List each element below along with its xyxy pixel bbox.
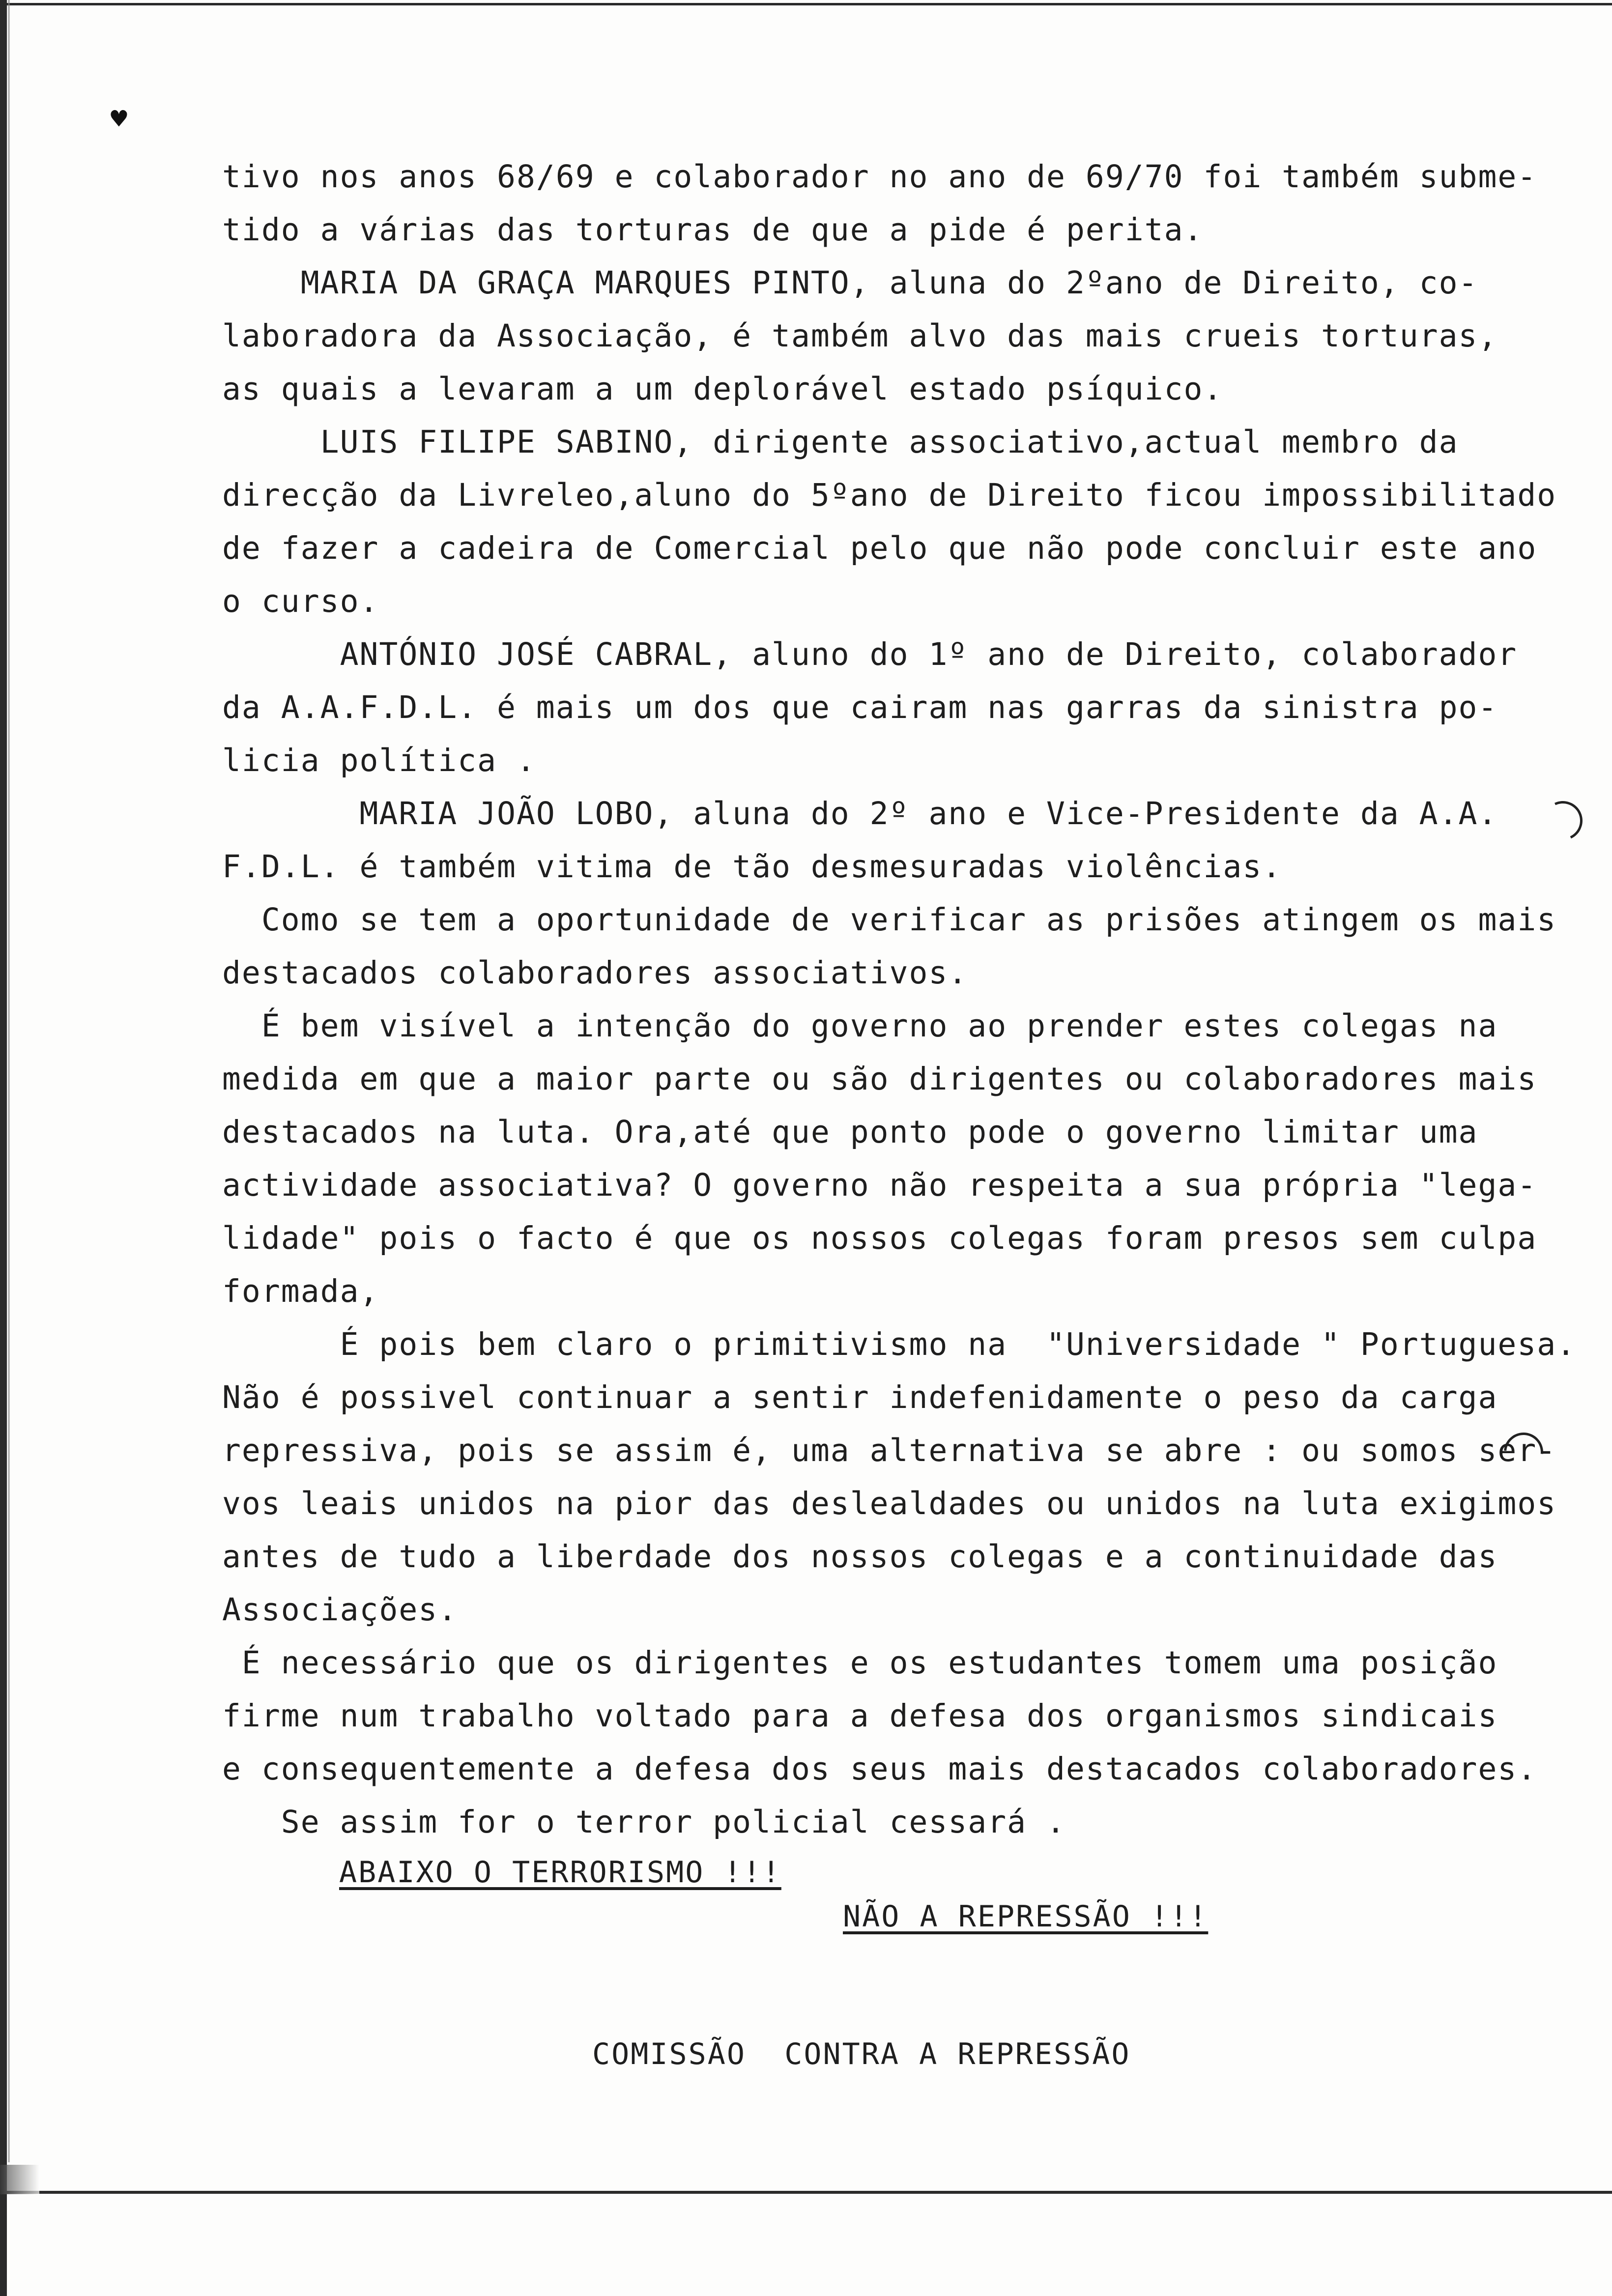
text-line: LUIS FILIPE SABINO, dirigente associativo,actual membro da	[222, 424, 1459, 460]
text-line: F.D.L. é também vitima de tão desmesuradas violências.	[222, 849, 1282, 885]
text-line: medida em que a maior parte ou são dirigentes ou colaboradores mais	[222, 1061, 1537, 1097]
text-line: Como se tem a oportunidade de verificar as prisões atingem os mais	[222, 902, 1557, 938]
text-line: Não é possivel continuar a sentir indefenidamente o peso da carga	[222, 1379, 1498, 1415]
text-line: Se assim for o terror policial cessará .	[222, 1804, 1066, 1840]
text-line: É pois bem claro o primitivismo na "Universidade " Portuguesa.	[222, 1326, 1577, 1362]
text-line: É bem visível a intenção do governo ao prender estes colegas na	[222, 1008, 1498, 1044]
text-line: laboradora da Associação, é também alvo das mais crueis torturas,	[222, 318, 1498, 354]
ink-mark-icon: ♥	[111, 103, 127, 135]
slogan-nao-a-repressao: NÃO A REPRESSÃO !!!	[843, 1899, 1209, 1934]
text-line: formada,	[222, 1273, 379, 1309]
scan-edge-left-shadow	[8, 0, 10, 2162]
text-line: destacados colaboradores associativos.	[222, 955, 968, 991]
text-line: MARIA JOÃO LOBO, aluna do 2º ano e Vice-Presidente da A.A.	[222, 796, 1498, 832]
text-line: destacados na luta. Ora,até que ponto pode o governo limitar uma	[222, 1114, 1478, 1150]
text-line: lidade" pois o facto é que os nossos colegas foram presos sem culpa	[222, 1220, 1537, 1256]
text-line: Associações.	[222, 1592, 458, 1628]
text-line: MARIA DA GRAÇA MARQUES PINTO, aluna do 2ºano de Direito, co-	[222, 265, 1478, 301]
text-line: tido a várias das torturas de que a pide é perita.	[222, 212, 1204, 248]
text-line: firme num trabalho voltado para a defesa dos organismos sindicais	[222, 1698, 1498, 1734]
text-line: antes de tudo a liberdade dos nossos colegas e a continuidade das	[222, 1539, 1498, 1575]
signature: COMISSÃO CONTRA A REPRESSÃO	[592, 2037, 1131, 2071]
text-line: repressiva, pois se assim é, uma alternativa se abre : ou somos ser-	[222, 1433, 1557, 1468]
scan-corner-shadow	[0, 2165, 39, 2194]
text-line: de fazer a cadeira de Comercial pelo que não pode concluir este ano	[222, 530, 1537, 566]
text-line: o curso.	[222, 583, 379, 619]
text-line: ANTÓNIO JOSÉ CABRAL, aluno do 1º ano de Direito, colaborador	[222, 636, 1518, 672]
text-line: as quais a levaram a um deplorável estado psíquico.	[222, 371, 1223, 407]
text-line: e consequentemente a defesa dos seus mais destacados colaboradores.	[222, 1751, 1537, 1787]
text-line: É necessário que os dirigentes e os estudantes tomem uma posição	[222, 1645, 1498, 1681]
scan-edge-bottom	[0, 2191, 1612, 2194]
text-line: vos leais unidos na pior das deslealdades ou unidos na luta exigimos	[222, 1486, 1557, 1521]
text-line: direcção da Livreleo,aluno do 5ºano de Direito ficou impossibilitado	[222, 477, 1557, 513]
scan-edge-left	[0, 0, 7, 2296]
text-line: tivo nos anos 68/69 e colaborador no ano de 69/70 foi também subme-	[222, 159, 1537, 195]
margin-curl-mark-icon	[1538, 796, 1588, 846]
text-line: licia política .	[222, 743, 536, 778]
text-line: da A.A.F.D.L. é mais um dos que cairam nas garras da sinistra po-	[222, 689, 1498, 725]
slogan-abaixo-o-terrorismo: ABAIXO O TERRORISMO !!!	[339, 1855, 781, 1890]
scan-edge-top	[0, 3, 1612, 5]
text-line: actividade associativa? O governo não respeita a sua própria "lega-	[222, 1167, 1537, 1203]
